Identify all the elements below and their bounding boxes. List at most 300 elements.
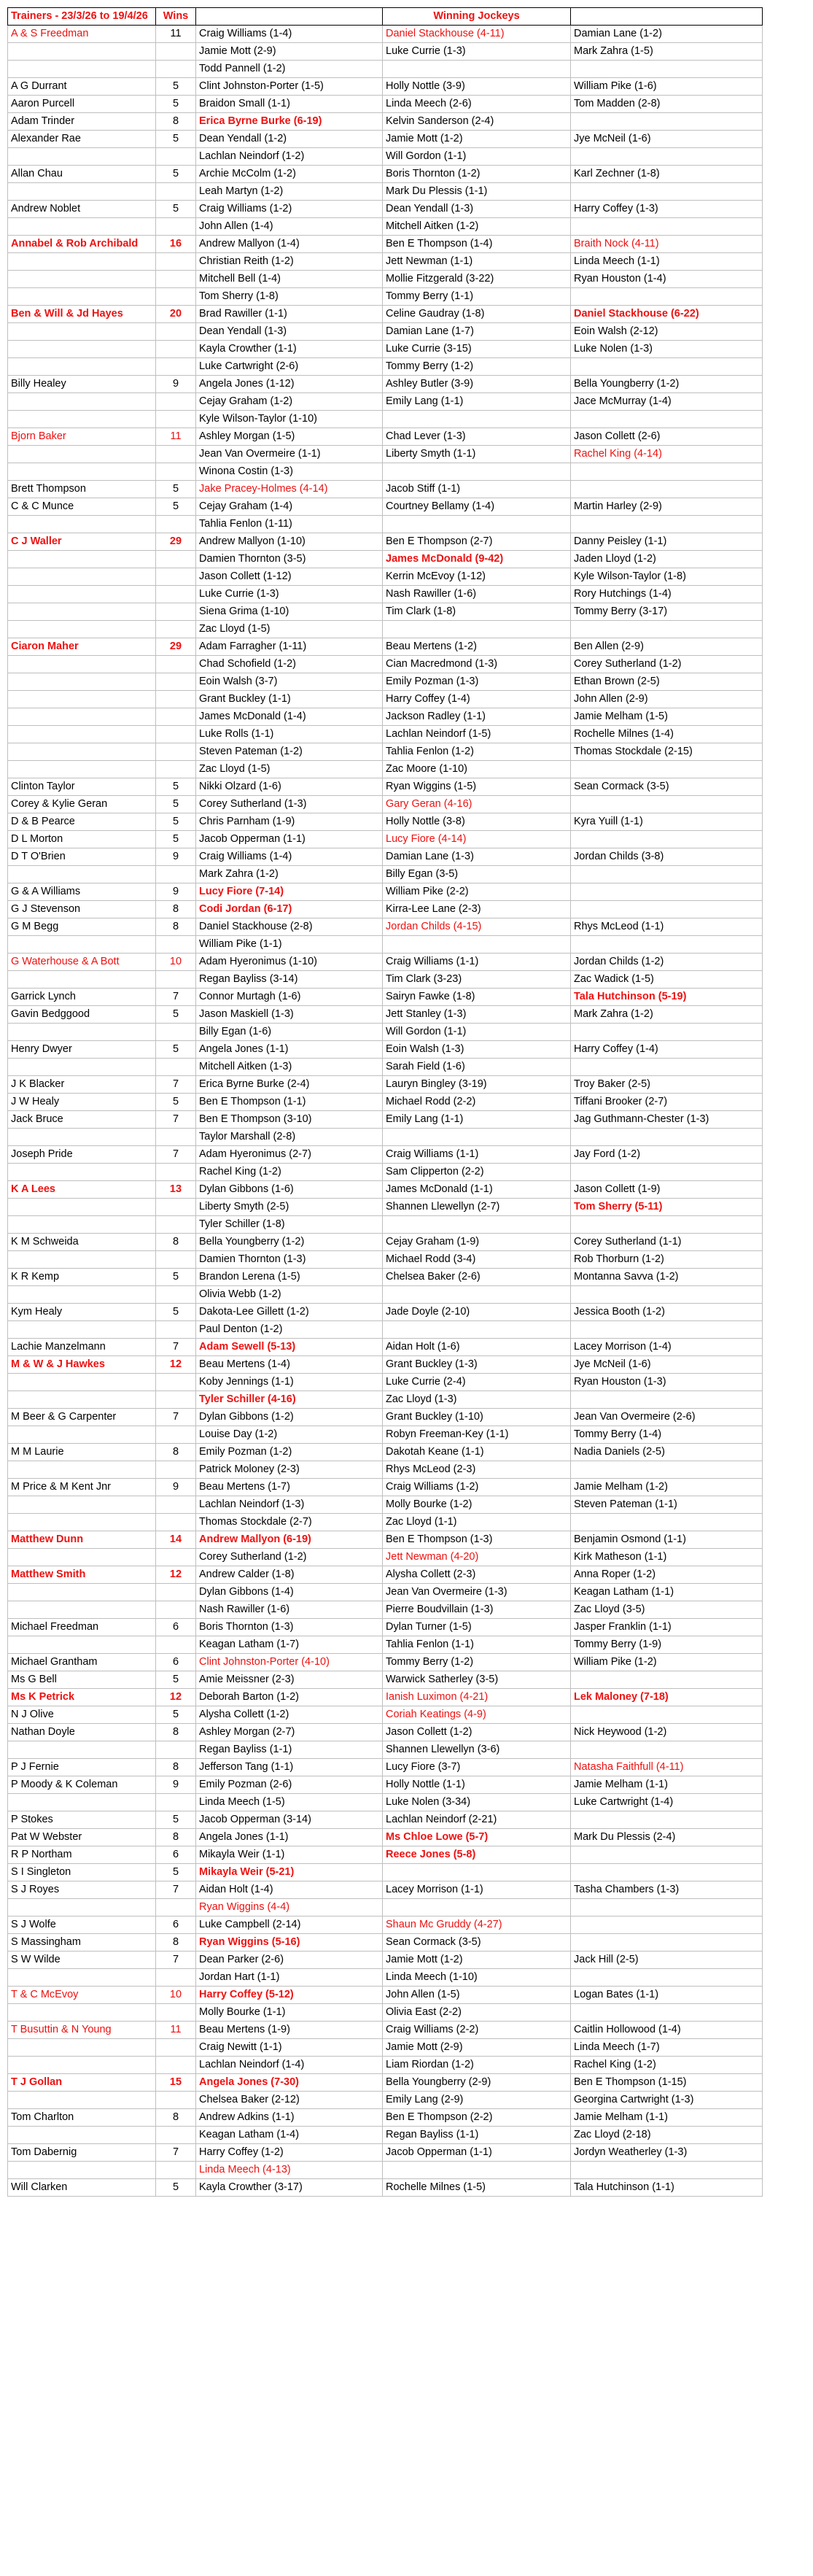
jockey-cell: Billy Egan (3-5): [383, 866, 571, 883]
jockey-cell: Andrew Calder (1-8): [196, 1566, 383, 1584]
jockey-cell: James McDonald (1-1): [383, 1181, 571, 1199]
jockey-cell: Daniel Stackhouse (4-11): [383, 26, 571, 43]
jockey-cell: Jacob Opperman (3-14): [196, 1811, 383, 1829]
table-row: [8, 1181, 763, 1199]
trainer-cell: M M Laurie: [8, 1444, 156, 1461]
jockey-cell: [571, 901, 763, 918]
trainer-cell: [8, 691, 156, 708]
jockey-cell: Taylor Marshall (2-8): [196, 1129, 383, 1146]
jockey-cell: Ryan Houston (1-3): [571, 1374, 763, 1391]
jockey-cell: Harry Coffey (1-2): [196, 2144, 383, 2162]
trainer-cell: M & W & J Hawkes: [8, 1356, 156, 1374]
trainer-cell: C J Waller: [8, 533, 156, 551]
wins-cell: [156, 183, 196, 201]
trainer-cell: [8, 323, 156, 341]
jockey-cell: [571, 621, 763, 638]
jockey-cell: Zac Lloyd (1-1): [383, 1514, 571, 1531]
wins-cell: [156, 463, 196, 481]
jockey-cell: Jamie Mott (2-9): [196, 43, 383, 61]
jockey-cell: Corey Sutherland (1-2): [571, 656, 763, 673]
jockey-cell: [571, 1286, 763, 1304]
trainers-header: Trainers - 23/3/26 to 19/4/26: [8, 8, 156, 26]
trainer-cell: [8, 1549, 156, 1566]
jockey-cell: Harry Coffey (1-4): [571, 1041, 763, 1059]
jockey-cell: Tyler Schiller (1-8): [196, 1216, 383, 1234]
table-row: [8, 253, 763, 271]
jockey-cell: Beau Mertens (1-9): [196, 2022, 383, 2039]
jockey-cell: Mark Du Plessis (2-4): [571, 1829, 763, 1846]
wins-cell: 13: [156, 1181, 196, 1199]
wins-cell: [156, 1549, 196, 1566]
jockey-cell: Luke Cartwright (1-4): [571, 1794, 763, 1811]
jockey-cell: Jefferson Tang (1-1): [196, 1759, 383, 1776]
jockey-cell: Rob Thorburn (1-2): [571, 1251, 763, 1269]
table-row: [8, 148, 763, 166]
table-row: [8, 848, 763, 866]
jockey-cell: Dean Yendall (1-3): [196, 323, 383, 341]
table-row: [8, 2039, 763, 2057]
jockey-cell: Mitchell Aitken (1-3): [196, 1059, 383, 1076]
wins-cell: [156, 708, 196, 726]
wins-cell: 5: [156, 1304, 196, 1321]
jockey-cell: Jacob Stiff (1-1): [383, 481, 571, 498]
jockey-cell: Linda Meech (4-13): [196, 2162, 383, 2179]
jockey-cell: Pierre Boudvillain (1-3): [383, 1601, 571, 1619]
jockey-cell: Lek Maloney (7-18): [571, 1689, 763, 1706]
trainer-cell: [8, 358, 156, 376]
trainer-cell: Tom Charlton: [8, 2109, 156, 2127]
trainer-cell: A & S Freedman: [8, 26, 156, 43]
table-row: [8, 1811, 763, 1829]
wins-cell: [156, 691, 196, 708]
trainer-cell: Jack Bruce: [8, 1111, 156, 1129]
jockey-cell: Adam Hyeronimus (2-7): [196, 1146, 383, 1164]
jockey-cell: [571, 1164, 763, 1181]
jockey-cell: Mark Du Plessis (1-1): [383, 183, 571, 201]
jockey-cell: Rachel King (1-2): [196, 1164, 383, 1181]
trainer-cell: M Price & M Kent Jnr: [8, 1479, 156, 1496]
wins-cell: 5: [156, 813, 196, 831]
trainer-cell: Ciaron Maher: [8, 638, 156, 656]
table-row: [8, 1514, 763, 1531]
table-row: [8, 1409, 763, 1426]
jockey-cell: [571, 1514, 763, 1531]
jockey-cell: [383, 621, 571, 638]
wins-cell: 8: [156, 1759, 196, 1776]
table-row: [8, 1724, 763, 1741]
jockey-cell: Brandon Lerena (1-5): [196, 1269, 383, 1286]
jockey-cell: Kirra-Lee Lane (2-3): [383, 901, 571, 918]
jockey-cell: [571, 61, 763, 78]
jockey-cell: Sean Cormack (3-5): [383, 1934, 571, 1952]
jockey-cell: Dakota-Lee Gillett (1-2): [196, 1304, 383, 1321]
jockey-cell: Emily Pozman (2-6): [196, 1776, 383, 1794]
wins-cell: [156, 586, 196, 603]
wins-cell: 5: [156, 166, 196, 183]
jockey-cell: Cejay Graham (1-9): [383, 1234, 571, 1251]
trainer-cell: K R Kemp: [8, 1269, 156, 1286]
trainer-cell: Garrick Lynch: [8, 989, 156, 1006]
jockey-cell: Jamie Melham (1-1): [571, 1776, 763, 1794]
jockey-cell: Linda Meech (1-7): [571, 2039, 763, 2057]
jockey-cell: Eoin Walsh (3-7): [196, 673, 383, 691]
table-row: [8, 1059, 763, 1076]
jockey-cell: Lauryn Bingley (3-19): [383, 1076, 571, 1094]
trainer-cell: [8, 603, 156, 621]
jockey-cell: Will Gordon (1-1): [383, 1024, 571, 1041]
wins-cell: 8: [156, 1724, 196, 1741]
jockey-cell: Aidan Holt (1-4): [196, 1881, 383, 1899]
jockey-cell: Logan Bates (1-1): [571, 1987, 763, 2004]
trainer-cell: S J Royes: [8, 1881, 156, 1899]
table-row: [8, 1829, 763, 1846]
table-row: [8, 481, 763, 498]
table-row: [8, 533, 763, 551]
trainer-cell: [8, 761, 156, 778]
trainer-cell: Annabel & Rob Archibald: [8, 236, 156, 253]
table-row: [8, 1006, 763, 1024]
jockey-cell: [571, 1969, 763, 1987]
jockey-cell: [571, 1321, 763, 1339]
jockey-cell: Holly Nottle (1-1): [383, 1776, 571, 1794]
jockey-cell: Tahlia Fenlon (1-2): [383, 743, 571, 761]
jockey-cell: Kyle Wilson-Taylor (1-8): [571, 568, 763, 586]
table-row: [8, 1776, 763, 1794]
table-row: [8, 551, 763, 568]
table-row: [8, 2179, 763, 2197]
jockey-cell: William Pike (1-1): [196, 936, 383, 954]
jockey-cell: Emily Pozman (1-3): [383, 673, 571, 691]
jockey-cell: Andrew Mallyon (1-4): [196, 236, 383, 253]
jockey-cell: Lucy Fiore (7-14): [196, 883, 383, 901]
trainer-cell: G J Stevenson: [8, 901, 156, 918]
table-row: [8, 1654, 763, 1671]
jockey-cell: Mark Zahra (1-2): [196, 866, 383, 883]
jockey-cell: Billy Egan (1-6): [196, 1024, 383, 1041]
trainer-cell: J W Healy: [8, 1094, 156, 1111]
jockey-cell: [571, 358, 763, 376]
wins-cell: [156, 1391, 196, 1409]
table-row: [8, 1356, 763, 1374]
jockey-cell: Jye McNeil (1-6): [571, 131, 763, 148]
jockey-cell: [571, 936, 763, 954]
jockey-cell: Daniel Stackhouse (2-8): [196, 918, 383, 936]
jockey-cell: Ben E Thompson (1-15): [571, 2074, 763, 2092]
trainer-cell: A G Durrant: [8, 78, 156, 96]
trainer-cell: [8, 2057, 156, 2074]
jockey-cell: Lachlan Neindorf (1-3): [196, 1496, 383, 1514]
trainer-cell: [8, 1321, 156, 1339]
jockey-cell: Chelsea Baker (2-6): [383, 1269, 571, 1286]
jockey-cell: Luke Nolen (3-34): [383, 1794, 571, 1811]
jockey-cell: Jack Hill (2-5): [571, 1952, 763, 1969]
table-row: [8, 796, 763, 813]
wins-cell: 10: [156, 1987, 196, 2004]
table-row: [8, 621, 763, 638]
jockey-cell: [383, 61, 571, 78]
trainer-cell: Nathan Doyle: [8, 1724, 156, 1741]
jockey-cell: Ryan Wiggins (4-4): [196, 1899, 383, 1916]
jockey-cell: Craig Williams (1-1): [383, 1146, 571, 1164]
jockey-cell: Corey Sutherland (1-1): [571, 1234, 763, 1251]
jockey-cell: Luke Currie (1-3): [383, 43, 571, 61]
wins-cell: 7: [156, 1881, 196, 1899]
jockey-cell: Georgina Cartwright (1-3): [571, 2092, 763, 2109]
trainer-cell: [8, 2039, 156, 2057]
jockey-cell: Molly Bourke (1-1): [196, 2004, 383, 2022]
jockey-cell: Jason Collett (2-6): [571, 428, 763, 446]
jockey-cell: Tom Sherry (5-11): [571, 1199, 763, 1216]
jockey-cell: Shaun Mc Gruddy (4-27): [383, 1916, 571, 1934]
jockey-cell: Angela Jones (1-1): [196, 1041, 383, 1059]
jockey-cell: Linda Meech (1-5): [196, 1794, 383, 1811]
jockey-cell: Thomas Stockdale (2-15): [571, 743, 763, 761]
wins-cell: [156, 2057, 196, 2074]
jockey-cell: Linda Meech (1-1): [571, 253, 763, 271]
table-row: [8, 411, 763, 428]
wins-cell: 7: [156, 989, 196, 1006]
trainer-cell: [8, 1164, 156, 1181]
jockey-cell: Jasper Franklin (1-1): [571, 1619, 763, 1636]
wins-cell: [156, 1129, 196, 1146]
jockey-cell: Harry Coffey (1-3): [571, 201, 763, 218]
trainer-cell: [8, 1199, 156, 1216]
trainer-cell: [8, 656, 156, 673]
table-row: [8, 1531, 763, 1549]
jockey-cell: [571, 1129, 763, 1146]
table-row: [8, 1846, 763, 1864]
trainer-cell: [8, 673, 156, 691]
table-row: [8, 1899, 763, 1916]
trainer-cell: M Beer & G Carpenter: [8, 1409, 156, 1426]
jockey-cell: Warwick Satherley (3-5): [383, 1671, 571, 1689]
wins-cell: [156, 1216, 196, 1234]
jockey-cell: Tommy Berry (1-2): [383, 1654, 571, 1671]
wins-cell: [156, 726, 196, 743]
table-row: [8, 918, 763, 936]
trainer-cell: [8, 288, 156, 306]
wins-cell: [156, 61, 196, 78]
jockey-cell: Tyler Schiller (4-16): [196, 1391, 383, 1409]
trainer-cell: [8, 1636, 156, 1654]
jockey-cell: Ms Chloe Lowe (5-7): [383, 1829, 571, 1846]
jockey-cell: Jean Van Overmeire (2-6): [571, 1409, 763, 1426]
table-row: [8, 78, 763, 96]
wins-cell: 9: [156, 1776, 196, 1794]
jockey-cell: [571, 1706, 763, 1724]
jockey-cell: Tommy Berry (1-4): [571, 1426, 763, 1444]
jockey-cell: Lachlan Neindorf (1-2): [196, 148, 383, 166]
jockey-cell: Zac Lloyd (1-5): [196, 761, 383, 778]
table-row: [8, 236, 763, 253]
wins-cell: 8: [156, 901, 196, 918]
trainer-cell: Michael Freedman: [8, 1619, 156, 1636]
jockey-cell: Christian Reith (1-2): [196, 253, 383, 271]
table-row: [8, 1461, 763, 1479]
jockey-cell: Jamie Mott (1-2): [383, 131, 571, 148]
jockey-cell: Regan Bayliss (3-14): [196, 971, 383, 989]
jockey-cell: Mitchell Aitken (1-2): [383, 218, 571, 236]
trainer-cell: K M Schweida: [8, 1234, 156, 1251]
wins-cell: 5: [156, 1006, 196, 1024]
jockey-cell: Bella Youngberry (1-2): [196, 1234, 383, 1251]
jockey-cell: Damien Thornton (1-3): [196, 1251, 383, 1269]
jockey-cell: Courtney Bellamy (1-4): [383, 498, 571, 516]
jockey-cell: Zac Moore (1-10): [383, 761, 571, 778]
jockey-cell: Ryan Wiggins (1-5): [383, 778, 571, 796]
jockey-cell: Celine Gaudray (1-8): [383, 306, 571, 323]
jockey-cell: Adam Sewell (5-13): [196, 1339, 383, 1356]
wins-cell: 29: [156, 638, 196, 656]
jockey-cell: Jacob Opperman (1-1): [196, 831, 383, 848]
jockey-cell: Jason Collett (1-12): [196, 568, 383, 586]
jockey-cell: Rachel King (1-2): [571, 2057, 763, 2074]
jockey-cell: Dylan Gibbons (1-4): [196, 1584, 383, 1601]
jockey-cell: John Allen (1-4): [196, 218, 383, 236]
wins-cell: 5: [156, 1671, 196, 1689]
jockey-cell: Jason Collett (1-2): [383, 1724, 571, 1741]
table-row: [8, 1041, 763, 1059]
jockey-cell: Grant Buckley (1-3): [383, 1356, 571, 1374]
jockey-cell: Craig Williams (1-4): [196, 848, 383, 866]
wins-cell: [156, 603, 196, 621]
jockey-cell: Michael Rodd (3-4): [383, 1251, 571, 1269]
jockey-cell: Chad Schofield (1-2): [196, 656, 383, 673]
wins-cell: 5: [156, 1269, 196, 1286]
jockey-cell: [383, 1286, 571, 1304]
jockey-cell: Tahlia Fenlon (1-11): [196, 516, 383, 533]
wins-cell: 8: [156, 1829, 196, 1846]
wins-cell: [156, 866, 196, 883]
jockey-cell: Linda Meech (1-10): [383, 1969, 571, 1987]
trainer-cell: [8, 936, 156, 954]
jockey-cell: Rochelle Milnes (1-5): [383, 2179, 571, 2197]
table-row: [8, 1601, 763, 1619]
wins-cell: 6: [156, 1619, 196, 1636]
jockey-cell: Grant Buckley (1-1): [196, 691, 383, 708]
jockey-cell: Winona Costin (1-3): [196, 463, 383, 481]
trainer-cell: T J Gollan: [8, 2074, 156, 2092]
trainer-cell: S W Wilde: [8, 1952, 156, 1969]
jockey-cell: Ben E Thompson (2-2): [383, 2109, 571, 2127]
jockey-cell: Andrew Mallyon (1-10): [196, 533, 383, 551]
jockey-cell: Jay Ford (1-2): [571, 1146, 763, 1164]
table-row: [8, 2004, 763, 2022]
jockey-cell: Emily Lang (1-1): [383, 393, 571, 411]
table-row: [8, 183, 763, 201]
trainer-stats-sheet: [7, 7, 763, 2197]
jockey-cell: [383, 516, 571, 533]
wins-cell: 5: [156, 2179, 196, 2197]
table-row: [8, 446, 763, 463]
jockey-cell: [571, 883, 763, 901]
jockey-cell: [571, 761, 763, 778]
wins-cell: 5: [156, 831, 196, 848]
trainer-cell: [8, 621, 156, 638]
jockey-cell: Natasha Faithfull (4-11): [571, 1759, 763, 1776]
jockey-cell: Ben E Thompson (3-10): [196, 1111, 383, 1129]
jockey-cell: Jordan Childs (1-2): [571, 954, 763, 971]
jockey-cell: Siena Grima (1-10): [196, 603, 383, 621]
table-row: [8, 166, 763, 183]
jockey-cell: William Pike (1-2): [571, 1654, 763, 1671]
wins-cell: 5: [156, 131, 196, 148]
jockey-cell: Luke Campbell (2-14): [196, 1916, 383, 1934]
jockey-cell: Mark Zahra (1-5): [571, 43, 763, 61]
jockey-cell: Kyle Wilson-Taylor (1-10): [196, 411, 383, 428]
table-row: [8, 113, 763, 131]
trainer-cell: G Waterhouse & A Bott: [8, 954, 156, 971]
winning-jockeys-header: Winning Jockeys: [383, 8, 571, 26]
jockey-cell: Steven Pateman (1-1): [571, 1496, 763, 1514]
table-row: [8, 1636, 763, 1654]
wins-cell: [156, 1059, 196, 1076]
trainer-cell: Kym Healy: [8, 1304, 156, 1321]
jockey-cell: Eoin Walsh (1-3): [383, 1041, 571, 1059]
table-row: [8, 1339, 763, 1356]
wins-cell: [156, 1461, 196, 1479]
table-row: [8, 1129, 763, 1146]
jockey-cell: Emily Lang (2-9): [383, 2092, 571, 2109]
trainer-cell: [8, 1426, 156, 1444]
jockey-cell: Jade Doyle (2-10): [383, 1304, 571, 1321]
jockey-cell: Mitchell Bell (1-4): [196, 271, 383, 288]
trainer-cell: Corey & Kylie Geran: [8, 796, 156, 813]
wins-cell: 5: [156, 1094, 196, 1111]
jockey-cell: Craig Williams (1-2): [383, 1479, 571, 1496]
jockey-cell: Zac Lloyd (3-5): [571, 1601, 763, 1619]
table-row: [8, 1916, 763, 1934]
wins-cell: [156, 936, 196, 954]
jockey-cell: Craig Williams (1-2): [196, 201, 383, 218]
jockey-cell: Jordan Childs (3-8): [571, 848, 763, 866]
jockey-cell: Chris Parnham (1-9): [196, 813, 383, 831]
jockey-cell: Dean Yendall (1-2): [196, 131, 383, 148]
table-row: [8, 1426, 763, 1444]
jockey-cell: Craig Williams (2-2): [383, 2022, 571, 2039]
jockey-cell: Tasha Chambers (1-3): [571, 1881, 763, 1899]
table-row: [8, 306, 763, 323]
jockey-cell: Tommy Berry (3-17): [571, 603, 763, 621]
jockey-cell: Jace McMurray (1-4): [571, 393, 763, 411]
wins-cell: 6: [156, 1916, 196, 1934]
wins-cell: [156, 1636, 196, 1654]
jockey-cell: Robyn Freeman-Key (1-1): [383, 1426, 571, 1444]
jockey-cell: Harry Coffey (5-12): [196, 1987, 383, 2004]
jockey-cell: Adam Hyeronimus (1-10): [196, 954, 383, 971]
jockey-cell: Angela Jones (1-1): [196, 1829, 383, 1846]
jockey-cell: Nadia Daniels (2-5): [571, 1444, 763, 1461]
jockey-cell: Craig Newitt (1-1): [196, 2039, 383, 2057]
table-row: [8, 1216, 763, 1234]
jockey-cell: Tommy Berry (1-2): [383, 358, 571, 376]
jockey-cell: Tim Clark (3-23): [383, 971, 571, 989]
table-row: [8, 2057, 763, 2074]
table-row: [8, 1146, 763, 1164]
wins-cell: [156, 2092, 196, 2109]
jockey-cell: Cejay Graham (1-2): [196, 393, 383, 411]
wins-cell: 7: [156, 1111, 196, 1129]
jockey-cell: Bella Youngberry (1-2): [571, 376, 763, 393]
trainer-cell: [8, 726, 156, 743]
jockey-cell: Ianish Luximon (4-21): [383, 1689, 571, 1706]
wins-cell: [156, 358, 196, 376]
jockey-cell: Luke Currie (1-3): [196, 586, 383, 603]
table-row: [8, 1321, 763, 1339]
jockey-cell: [571, 463, 763, 481]
jockey-cell: Clint Johnston-Porter (4-10): [196, 1654, 383, 1671]
trainer-cell: S Massingham: [8, 1934, 156, 1952]
